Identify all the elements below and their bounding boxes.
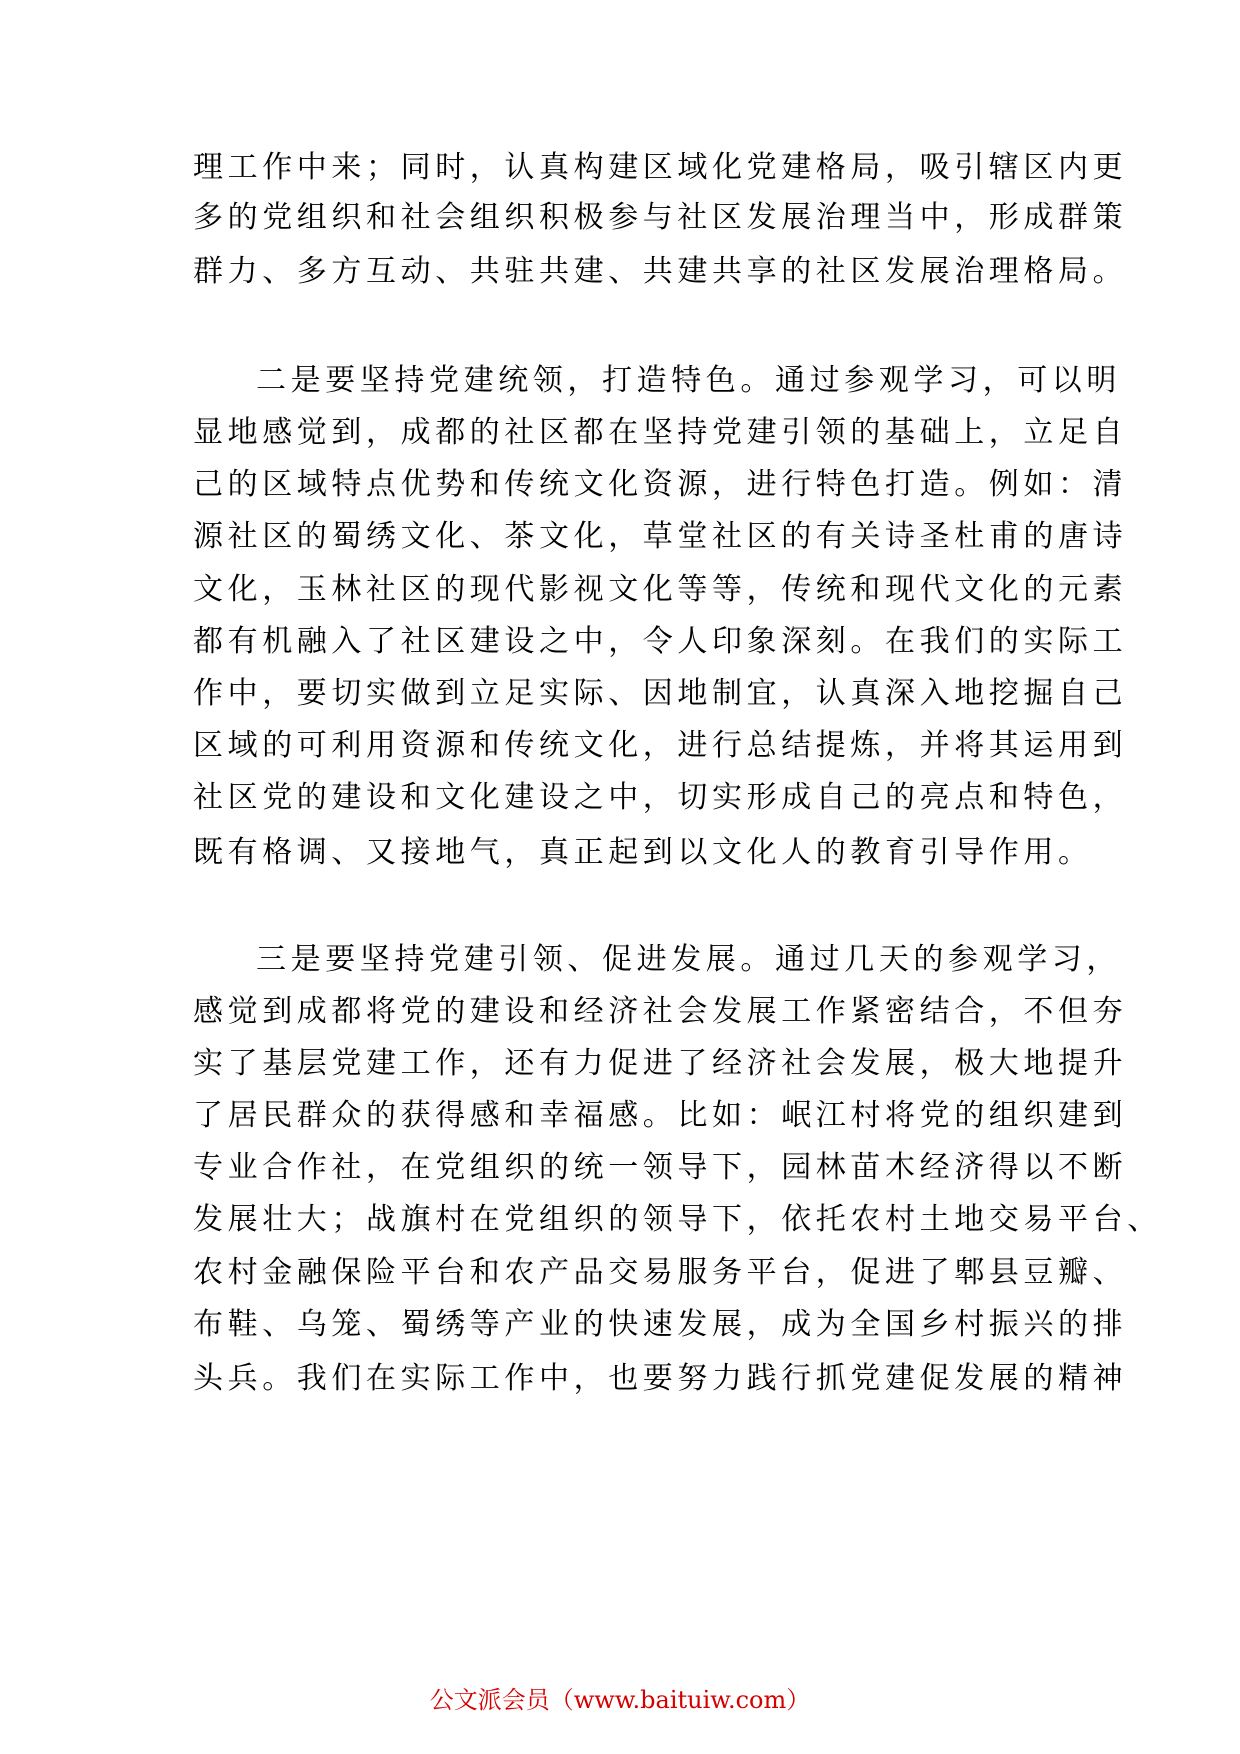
text-line: 实了基层党建工作，还有力促进了经济社会发展，极大地提升 [193,1046,1128,1081]
text-line: 己的区域特点优势和传统文化资源，进行特色打造。例如：清 [193,467,1128,502]
text-line: 源社区的蜀绣文化、茶文化，草堂社区的有关诗圣杜甫的唐诗 [193,519,1128,554]
text-line: 社区党的建设和文化建设之中，切实形成自己的亮点和特色， [193,780,1128,815]
text-line: 头兵。我们在实际工作中，也要努力践行抓党建促发展的精神 [193,1361,1128,1396]
text-line: 农村金融保险平台和农产品交易服务平台，促进了郫县豆瓣、 [193,1255,1128,1290]
text-line: 显地感觉到，成都的社区都在坚持党建引领的基础上，立足自 [193,415,1128,450]
text-line: 多的党组织和社会组织积极参与社区发展治理当中，形成群策 [193,200,1128,235]
text-line: 了居民群众的获得感和幸福感。比如：岷江村将党的组织建到 [193,1098,1128,1133]
text-line: 文化，玉林社区的现代影视文化等等，传统和现代文化的元素 [193,572,1128,607]
text-line: 感觉到成都将党的建设和经济社会发展工作紧密结合，不但夯 [193,994,1128,1029]
text-line: 区域的可利用资源和传统文化，进行总结提炼，并将其运用到 [193,728,1128,763]
text-line: 既有格调、又接地气，真正起到以文化人的教育引导作用。 [193,835,1093,870]
text-line: 作中，要切实做到立足实际、因地制宜，认真深入地挖掘自己 [193,676,1128,711]
text-line: 布鞋、乌笼、蜀绣等产业的快速发展，成为全国乡村振兴的排 [193,1307,1128,1342]
text-line: 三是要坚持党建引领、促进发展。通过几天的参观学习， [256,942,1121,977]
footer-watermark-link[interactable]: 公文派会员（www.baituiw.com） [429,1686,811,1714]
text-line: 理工作中来；同时，认真构建区域化党建格局，吸引辖区内更 [193,150,1128,185]
text-line: 二是要坚持党建统领，打造特色。通过参观学习，可以明 [256,363,1121,398]
text-line: 发展壮大；战旗村在党组织的领导下，依托农村土地交易平台、 [193,1202,1162,1237]
text-line: 都有机融入了社区建设之中，令人印象深刻。在我们的实际工 [193,624,1128,659]
text-line: 群力、多方互动、共驻共建、共建共享的社区发展治理格局。 [193,254,1128,289]
text-line: 专业合作社，在党组织的统一领导下，园林苗木经济得以不断 [193,1150,1128,1185]
